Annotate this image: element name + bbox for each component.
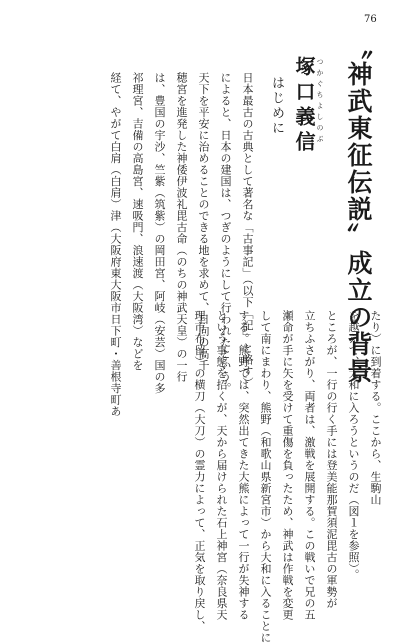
body-column: は、豊国の宇沙、竺紫（筑紫）の岡田宮、阿岐（安芸）国の多 [153,72,166,394]
body-column: 天下を平安に治めることのできる地を求めて、日向の高千 [197,72,210,371]
author-name: 塚口義信 [292,56,316,156]
body-column: 瀬命が手に矢を受けて重傷を負ったため、神武は作戦を変更 [281,310,294,621]
body-column: によると、日本の建国は、つぎのようにして行われたという。 [219,72,232,394]
body-column: ところが、一行の行く手には登美能那賀須泥毘古の軍勢が [325,310,338,609]
body-column: 日本最古の古典として著名な「古事記」（以下「記」と略す） [241,72,254,389]
body-column: という事態を招くが、天から届けられた石上神宮（奈良県天 [215,310,228,621]
section-heading: はじめに [269,76,284,136]
body-column: 経て、やがて白肩（白肩）津（大阪府東大阪市日下町・善根寺町あ [109,72,122,417]
body-column: 穂宮を進発した神倭伊波礼毘古命（のちの神武天皇）の一行 [175,72,188,383]
body-column: する。熊野では、突然出てきた大熊によって一行が失神する [237,310,250,621]
body-column: 立ちふさがり、両者は、激戦を展開する。この戦いで兄の五 [303,310,316,621]
body-column: 祁理宮、吉備の高島宮、速吸門、浪速渡（大阪湾）などを [131,72,144,371]
page-number: 76 [364,14,377,25]
body-column: を越えて、大和に入ろうというのだ（図１を参照）。 [347,310,360,581]
body-column: 理市布留）の横刀（大刀）の霊力によって、正気を取り戻し、 [193,310,206,632]
article-title: 〝神武東征伝説〟成立の背景 [344,34,373,385]
author-furigana: つかぐちよしのぶ [316,58,324,146]
body-column: して南にまわり、熊野（和歌山県新宮市）から大和に入ることに [259,310,272,644]
body-column: たり）に到着する。ここから、生駒山 [369,310,382,506]
